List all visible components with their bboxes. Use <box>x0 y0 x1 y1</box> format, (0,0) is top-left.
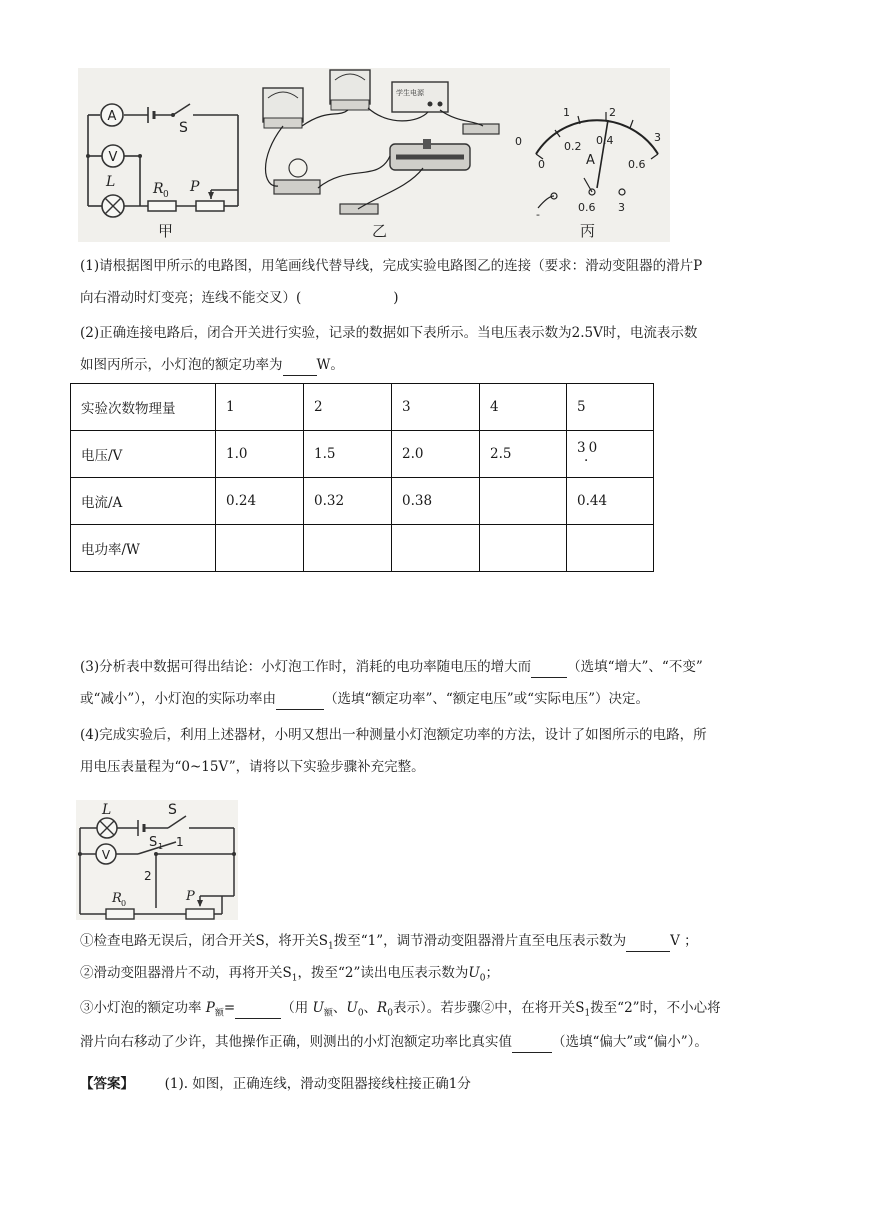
terminal-06: 0.6 <box>578 201 596 214</box>
apparatus-yi <box>263 70 499 214</box>
table-cell <box>480 525 567 572</box>
experiment-figure <box>78 68 670 242</box>
switch-label-2: S <box>168 802 177 818</box>
terminal-minus: - <box>536 208 540 221</box>
circuit-figure-svg <box>78 68 670 242</box>
q2-answer-blank[interactable] <box>283 355 317 376</box>
step3-u0: U <box>346 1000 358 1016</box>
step2-text: ②滑动变阻器滑片不动，再将开关S <box>80 965 292 981</box>
step1-unit: V ； <box>670 933 698 949</box>
q2-line1: (2)正确连接电路后，闭合开关进行实验，记录的数据如下表所示。当电压表示数为2.5V时，电流表示数 <box>80 325 698 341</box>
switch1-pos2: 2 <box>144 869 152 883</box>
resistor-r0-symbol <box>148 201 176 211</box>
step3-text-3: 拨至“2”时，不小心将 <box>590 1000 721 1016</box>
q3-line1-text: (3)分析表中数据可得出结论：小灯泡工作时，消耗的电功率随电压的增大而 <box>80 659 532 675</box>
table-header-cell: 1 <box>216 384 304 431</box>
q4-line1: (4)完成实验后，利用上述器材，小明又想出一种测量小灯泡额定功率的方法，设计了如图所示的电路，所 <box>80 727 707 743</box>
step3-r: R <box>377 1000 388 1016</box>
rheostat-symbol-2 <box>186 909 214 919</box>
table-cell: 0.24 <box>216 478 304 525</box>
dial-bottom-0: 0 <box>538 158 545 171</box>
table-cell: 2.0 <box>392 431 480 478</box>
dial-bottom-02: 0.2 <box>564 140 582 153</box>
data-table <box>70 383 654 572</box>
dial-needle <box>597 120 608 188</box>
dial-unit: A <box>586 153 595 168</box>
step3-r-sub: 0 <box>387 1008 393 1019</box>
dial-top-1: 1 <box>563 106 570 119</box>
step3-text: ③小灯泡的额定功率 <box>80 1000 202 1016</box>
step3-u: U <box>312 1000 324 1016</box>
step3 <box>80 998 792 1024</box>
q1-line1: (1)请根据图甲所示的电路图，用笔画线代替导线，完成实验电路图乙的连接（要求：滑动变阻器的滑片P <box>80 258 703 274</box>
dial-top-2: 2 <box>609 106 616 119</box>
slider-arrow <box>208 192 214 199</box>
table-cell <box>216 525 304 572</box>
label-yi: 乙 <box>372 222 388 240</box>
step3-paren: （用 <box>281 1000 309 1016</box>
battery-symbol <box>148 107 154 123</box>
step3-u-sub: 额 <box>323 1008 333 1019</box>
q3-line2 <box>80 689 792 710</box>
step1-blank[interactable] <box>626 931 670 952</box>
step3-p-sub: 额 <box>214 1008 224 1019</box>
q3-line1-options: （选填“增大”、“不变” <box>567 659 703 675</box>
q2-line2 <box>80 355 792 376</box>
q3-line1 <box>80 657 792 678</box>
table-cell: 2.5 <box>480 431 567 478</box>
step1 <box>80 931 792 957</box>
q3-blank-2[interactable] <box>276 689 324 710</box>
step4-options: （选填“偏大”或“偏小”）。 <box>552 1034 708 1050</box>
table-row-label: 电压/V <box>71 431 216 478</box>
table-cell: 0.44 <box>567 478 654 525</box>
step3-eq: = <box>223 1000 236 1016</box>
step1-sub: 1 <box>328 941 334 952</box>
step2-sub: 1 <box>291 973 298 984</box>
second-circuit-figure <box>76 800 238 920</box>
step1-text-2: 拨至“1”，调节滑动变阻器滑片直至电压表示数为 <box>333 933 627 949</box>
resistor-sub-label-2: 0 <box>121 899 127 908</box>
slider-label-2: P <box>186 889 195 904</box>
step3-u0-sub: 0 <box>357 1008 364 1019</box>
lamp-label-2: L <box>102 802 112 818</box>
step2-end: ； <box>485 965 500 981</box>
step4 <box>80 1032 792 1053</box>
answer-line <box>80 1072 471 1092</box>
table-cell <box>304 525 392 572</box>
resistor-label-2: R <box>112 891 122 906</box>
q2-line2-unit: W。 <box>316 357 344 373</box>
step3-s-sub: 1 <box>584 1008 591 1019</box>
step3-sep1: 、 <box>332 1000 347 1016</box>
step1-text: ①检查电路无误后，闭合开关S，将开关S <box>80 933 328 949</box>
switch1-sub-label: 1 <box>158 842 164 851</box>
table-row <box>71 478 654 525</box>
table-cell: 0.32 <box>304 478 392 525</box>
table-cell <box>392 525 480 572</box>
switch-label: S <box>179 120 188 136</box>
q3-line2-options: （选填“额定功率”、“额定电压”或“实际电压”）决定。 <box>324 691 649 707</box>
table-cell: 0.38 <box>392 478 480 525</box>
power-supply-label: 学生电源 <box>396 89 424 97</box>
table-row <box>71 525 654 572</box>
resistor-sub-label: 0 <box>163 190 169 200</box>
rheostat-symbol <box>196 201 224 211</box>
step2-u: U <box>468 965 480 981</box>
ammeter-label: A <box>107 109 117 124</box>
q3-blank-1[interactable] <box>531 657 567 678</box>
power-supply-device <box>392 82 448 112</box>
switch1-pos1: 1 <box>176 835 184 849</box>
dial-top-3: 3 <box>654 131 661 144</box>
dial-bottom-04: 0.4 <box>596 134 614 147</box>
step4-text: 滑片向右移动了少许，其他操作正确，则测出的小灯泡额定功率比真实值 <box>80 1034 512 1050</box>
table-header-cell: 4 <box>480 384 567 431</box>
table-cell <box>567 525 654 572</box>
table-cell <box>480 478 567 525</box>
step2 <box>80 963 792 989</box>
step3-p: P <box>205 1000 215 1016</box>
q3-line2-text: 或“减小”），小灯泡的实际功率由 <box>80 691 277 707</box>
label-bing: 丙 <box>580 222 596 240</box>
label-jia: 甲 <box>158 222 174 240</box>
q2-line2-text: 如图丙所示，小灯泡的额定功率为 <box>80 357 283 373</box>
step3-text-2: 表示）。若步骤②中，在将开关S <box>392 1000 585 1016</box>
table-row <box>71 431 654 478</box>
table-header-cell: 3 <box>392 384 480 431</box>
voltmeter-label: V <box>108 150 118 165</box>
table-row-label: 电流/A <box>71 478 216 525</box>
slider-label: P <box>190 179 200 195</box>
table-row-label: 电功率/W <box>71 525 216 572</box>
table-header-cell: 实验次数物理量 <box>71 384 216 431</box>
voltmeter-device <box>330 70 370 104</box>
second-circuit-svg <box>76 800 238 920</box>
lamp-label: L <box>106 174 116 190</box>
switch1-label: S <box>149 835 158 850</box>
dial-bottom-06: 0.6 <box>628 158 646 171</box>
voltmeter-label-2: V <box>101 848 111 862</box>
table-header-cell: 2 <box>304 384 392 431</box>
table-header-cell: 5 <box>567 384 654 431</box>
voltage-5-dot: · <box>584 453 589 469</box>
q4-line2: 用电压表量程为“0~15V”，请将以下实验步骤补充完整。 <box>80 759 425 775</box>
q1-line2 <box>80 288 792 308</box>
q1-line2-end: ) <box>393 290 399 306</box>
step4-blank[interactable] <box>512 1032 552 1053</box>
resistor-label: R <box>153 181 164 197</box>
step3-sep2: 、 <box>363 1000 378 1016</box>
step2-u-sub: 0 <box>479 973 486 984</box>
table-header-row <box>71 384 654 431</box>
ammeter-device <box>263 88 303 122</box>
terminal-3: 3 <box>618 201 625 214</box>
dial-top-0: 0 <box>515 135 522 148</box>
table-cell-voltage-5 <box>567 431 654 478</box>
lamp-device <box>274 180 320 194</box>
q1-line2-text: 向右滑动时灯变亮；连线不能交叉）( <box>80 290 302 306</box>
resistor-r0-symbol-2 <box>106 909 134 919</box>
table-cell: 1.0 <box>216 431 304 478</box>
voltage-5-value: 30 <box>577 440 601 456</box>
answer-text: (1). 如图，正确连线，滑动变阻器接线柱接正确1分 <box>164 1076 471 1092</box>
step3-blank[interactable] <box>235 998 281 1019</box>
table-cell: 1.5 <box>304 431 392 478</box>
step2-text-2: ，拨至“2”读出电压表示数为 <box>297 965 469 981</box>
answer-tag: 【答案】 <box>80 1076 134 1092</box>
